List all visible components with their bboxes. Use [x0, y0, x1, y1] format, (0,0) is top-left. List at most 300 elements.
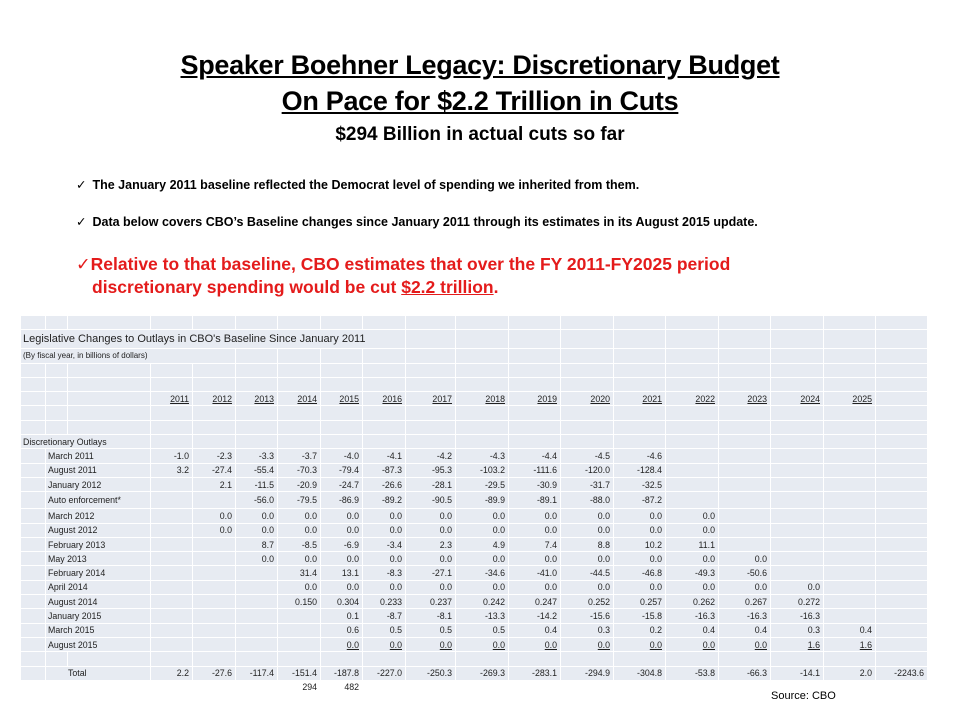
value: 0.237 [429, 596, 452, 607]
empty-cell [666, 652, 719, 666]
value: 0.0 [597, 639, 610, 650]
value-cell [278, 537, 321, 551]
empty-cell [509, 377, 561, 391]
value-cell [278, 595, 321, 609]
empty-cell [193, 377, 236, 391]
empty-cell [193, 363, 236, 377]
value-cell [719, 566, 771, 580]
empty-cell [509, 349, 561, 363]
empty-cell [666, 435, 719, 449]
empty-cell [151, 420, 193, 434]
value: 0.0 [261, 510, 274, 521]
empty-cell [278, 406, 321, 420]
total-value: -294.9 [561, 666, 614, 680]
empty-cell [406, 435, 456, 449]
subtotal-value: 482 [321, 680, 363, 694]
subtotal-value [614, 680, 666, 694]
empty-cell [509, 363, 561, 377]
empty-cell [509, 420, 561, 434]
value-cell [666, 595, 719, 609]
empty-cell [561, 435, 614, 449]
row-label: Auto enforcement* [46, 492, 151, 509]
value: -30.9 [536, 479, 557, 490]
empty-cell [236, 349, 278, 363]
empty-cell [406, 420, 456, 434]
value: 0.5 [389, 625, 402, 636]
empty-cell [719, 652, 771, 666]
empty-cell [824, 377, 876, 391]
empty-cell [456, 695, 509, 709]
value: -28.1 [431, 479, 452, 490]
empty-cell [278, 377, 321, 391]
empty-cell [68, 680, 151, 694]
value-cell [719, 637, 771, 651]
value-cell [456, 523, 509, 537]
source-label: Source: CBO [771, 690, 836, 702]
value-cell [193, 477, 236, 491]
value: 0.0 [261, 553, 274, 564]
value: 0.0 [649, 582, 662, 593]
value-cell [406, 552, 456, 566]
empty-cell [771, 652, 824, 666]
value: 0.0 [544, 582, 557, 593]
empty-cell [614, 377, 666, 391]
value: -3.7 [301, 451, 317, 462]
empty-cell [236, 652, 278, 666]
empty-cell [21, 392, 46, 406]
value-cell [614, 509, 666, 523]
empty-cell [509, 652, 561, 666]
value-cell [236, 463, 278, 477]
section-label: Discretionary Outlays [21, 435, 151, 449]
total-value: -151.4 [278, 666, 321, 680]
empty-cell [719, 695, 771, 709]
value-cell [321, 595, 363, 609]
empty-cell [614, 652, 666, 666]
empty-cell [719, 330, 771, 349]
value-cell [406, 609, 456, 623]
empty-cell [456, 406, 509, 420]
empty-cell [278, 435, 321, 449]
value-cell [151, 477, 193, 491]
value-cell [876, 492, 928, 509]
value: -20.9 [296, 479, 317, 490]
subtotal-value [876, 680, 928, 694]
value-cell [363, 449, 406, 463]
value: -89.1 [536, 495, 557, 506]
empty-cell [824, 349, 876, 363]
subtotal-value [456, 680, 509, 694]
empty-cell [321, 435, 363, 449]
total-value: -53.8 [666, 666, 719, 680]
empty-cell [278, 695, 321, 709]
value-cell [278, 580, 321, 594]
empty-cell [21, 595, 46, 609]
subtotal-value [509, 680, 561, 694]
value: 0.0 [439, 510, 452, 521]
value-cell [509, 492, 561, 509]
empty-cell [614, 349, 666, 363]
value-cell [824, 623, 876, 637]
value-cell [876, 595, 928, 609]
value: -87.3 [381, 465, 402, 476]
value-cell [876, 637, 928, 651]
row-label: March 2012 [46, 509, 151, 523]
year-header-row [21, 392, 928, 406]
empty-cell [68, 695, 151, 709]
value: 8.7 [261, 539, 274, 550]
value: 0.0 [389, 639, 402, 650]
value-cell [151, 509, 193, 523]
empty-cell [456, 363, 509, 377]
value-cell [561, 449, 614, 463]
value-cell [719, 523, 771, 537]
value: -4.1 [386, 451, 402, 462]
value-cell [363, 595, 406, 609]
value-cell [236, 523, 278, 537]
value-cell [278, 523, 321, 537]
empty-cell [236, 420, 278, 434]
value: 0.0 [649, 525, 662, 536]
value: 0.0 [389, 510, 402, 521]
empty-cell [363, 349, 406, 363]
empty-cell [561, 695, 614, 709]
value: -56.0 [253, 495, 274, 506]
empty-cell [236, 695, 278, 709]
empty-cell [876, 420, 928, 434]
value: 0.0 [346, 639, 359, 650]
value-cell [363, 637, 406, 651]
value: 0.0 [389, 582, 402, 593]
value-cell [509, 552, 561, 566]
value-cell [193, 463, 236, 477]
value: -120.0 [585, 465, 610, 476]
outlays-table [20, 315, 927, 693]
empty-cell [406, 377, 456, 391]
empty-cell [278, 349, 321, 363]
empty-cell [193, 695, 236, 709]
empty-cell [46, 680, 68, 694]
value: -49.3 [694, 568, 715, 579]
value-cell [321, 463, 363, 477]
value-cell [666, 449, 719, 463]
value: 0.0 [649, 553, 662, 564]
row-label: August 2012 [46, 523, 151, 537]
empty-cell [406, 695, 456, 709]
value-cell [193, 537, 236, 551]
table-row [21, 623, 928, 637]
value-cell [666, 609, 719, 623]
value-cell [824, 509, 876, 523]
value-cell [719, 623, 771, 637]
empty-cell [21, 449, 46, 463]
value: 0.3 [807, 625, 820, 636]
value: -4.4 [541, 451, 557, 462]
empty-cell [824, 435, 876, 449]
empty-cell [614, 363, 666, 377]
value-cell [456, 537, 509, 551]
value: -31.7 [589, 479, 610, 490]
empty-cell [406, 330, 456, 349]
value: 0.6 [346, 625, 359, 636]
empty-cell [719, 377, 771, 391]
value-cell [666, 523, 719, 537]
value: 0.0 [219, 525, 232, 536]
empty-cell [771, 406, 824, 420]
value: -88.0 [589, 495, 610, 506]
value: -16.3 [694, 610, 715, 621]
value-cell [824, 637, 876, 651]
empty-cell [876, 330, 928, 349]
value: 0.242 [482, 596, 505, 607]
year-header: 2012 [193, 392, 236, 406]
empty-cell [561, 406, 614, 420]
value-cell [456, 623, 509, 637]
value: 0.0 [544, 639, 557, 650]
empty-cell [21, 652, 46, 666]
value: 0.304 [336, 596, 359, 607]
value: -3.3 [258, 451, 274, 462]
value: 0.267 [744, 596, 767, 607]
empty-cell [363, 435, 406, 449]
value-cell [363, 463, 406, 477]
empty-cell [456, 330, 509, 349]
value: 0.0 [702, 510, 715, 521]
value: -26.6 [381, 479, 402, 490]
value: -86.9 [338, 495, 359, 506]
value-cell [236, 580, 278, 594]
empty-cell [824, 420, 876, 434]
value-cell [193, 595, 236, 609]
value: -128.4 [637, 465, 662, 476]
empty-cell [509, 435, 561, 449]
value: -8.5 [301, 539, 317, 550]
empty-cell [561, 377, 614, 391]
empty-cell [278, 316, 321, 330]
empty-cell [719, 316, 771, 330]
value: -41.0 [536, 568, 557, 579]
empty-cell [666, 377, 719, 391]
empty-cell [561, 420, 614, 434]
total-value: -187.8 [321, 666, 363, 680]
value-cell [278, 623, 321, 637]
value: 4.9 [492, 539, 505, 550]
spacer-row [21, 316, 928, 330]
empty-cell [406, 406, 456, 420]
total-label: Total [46, 666, 151, 680]
value-cell [193, 637, 236, 651]
value-cell [236, 477, 278, 491]
value: 0.0 [597, 553, 610, 564]
empty-cell [321, 406, 363, 420]
value: 0.233 [379, 596, 402, 607]
value: 0.4 [544, 625, 557, 636]
value-cell [719, 580, 771, 594]
total-value: 2.0 [824, 666, 876, 680]
empty-cell [193, 316, 236, 330]
empty-cell [561, 330, 614, 349]
value-cell [509, 537, 561, 551]
table-title-row [21, 330, 928, 349]
value-cell [666, 477, 719, 491]
empty-cell [456, 435, 509, 449]
value: 0.4 [859, 625, 872, 636]
value-cell [278, 477, 321, 491]
empty-cell [21, 509, 46, 523]
value-cell [363, 477, 406, 491]
value-cell [666, 537, 719, 551]
value: 0.0 [702, 639, 715, 650]
value-cell [151, 566, 193, 580]
value-cell [719, 449, 771, 463]
value-cell [561, 637, 614, 651]
empty-cell [21, 316, 46, 330]
value-cell [876, 477, 928, 491]
value-cell [876, 552, 928, 566]
value: 0.0 [649, 639, 662, 650]
value-cell [278, 637, 321, 651]
value-cell [561, 580, 614, 594]
value: 31.4 [299, 568, 317, 579]
value: 0.0 [346, 525, 359, 536]
section-row [21, 435, 928, 449]
empty-cell [876, 377, 928, 391]
empty-cell [236, 377, 278, 391]
empty-cell [21, 552, 46, 566]
empty-cell [666, 406, 719, 420]
value-cell [236, 566, 278, 580]
value: -89.2 [381, 495, 402, 506]
value-cell [363, 492, 406, 509]
check-icon: ✓ [76, 254, 91, 274]
value-cell [771, 463, 824, 477]
table-row [21, 492, 928, 509]
empty-cell [456, 349, 509, 363]
value-cell [456, 552, 509, 566]
empty-cell [46, 652, 68, 666]
value-cell [278, 566, 321, 580]
empty-cell [46, 695, 68, 709]
value-cell [771, 492, 824, 509]
empty-cell [406, 363, 456, 377]
value-cell [824, 523, 876, 537]
table-row [21, 523, 928, 537]
row-label: March 2015 [46, 623, 151, 637]
value-cell [509, 463, 561, 477]
value-cell [151, 552, 193, 566]
value-cell [509, 566, 561, 580]
total-value: -117.4 [236, 666, 278, 680]
value-cell [236, 623, 278, 637]
value: 13.1 [341, 568, 359, 579]
value: 10.2 [644, 539, 662, 550]
value-cell [614, 492, 666, 509]
value: -46.8 [641, 568, 662, 579]
empty-cell [876, 392, 928, 406]
value-cell [278, 449, 321, 463]
empty-cell [21, 609, 46, 623]
value-cell [363, 509, 406, 523]
value-cell [321, 552, 363, 566]
value-cell [278, 509, 321, 523]
subtotal-value [719, 680, 771, 694]
value: 0.0 [649, 510, 662, 521]
empty-cell [666, 316, 719, 330]
value-cell [666, 637, 719, 651]
value: 0.0 [346, 553, 359, 564]
value: 0.0 [304, 553, 317, 564]
empty-cell [509, 316, 561, 330]
empty-cell [876, 316, 928, 330]
value-cell [509, 609, 561, 623]
empty-cell [21, 363, 46, 377]
value: 11.1 [698, 539, 715, 550]
value-cell [561, 609, 614, 623]
value-cell [236, 595, 278, 609]
value: 0.0 [439, 639, 452, 650]
empty-cell [363, 406, 406, 420]
highlight-text-2: discretionary spending would be cut [92, 277, 402, 297]
value: -4.2 [436, 451, 452, 462]
total-value: 2.2 [151, 666, 193, 680]
empty-cell [876, 652, 928, 666]
value-cell [193, 609, 236, 623]
empty-cell [68, 652, 151, 666]
value: -27.1 [431, 568, 452, 579]
value: -70.3 [296, 465, 317, 476]
value-cell [824, 477, 876, 491]
empty-cell [21, 623, 46, 637]
empty-cell [68, 392, 151, 406]
value-cell [278, 609, 321, 623]
empty-cell [561, 363, 614, 377]
spacer-row [21, 363, 928, 377]
row-label: February 2014 [46, 566, 151, 580]
empty-cell [614, 406, 666, 420]
value-cell [236, 492, 278, 509]
value-cell [876, 623, 928, 637]
value-cell [278, 463, 321, 477]
bullet-text: Data below covers CBO’s Baseline changes since January 2011 through its estimates in its August 2015 update. [92, 215, 758, 229]
table-title: Legislative Changes to Outlays in CBO's Baseline Since January 2011 [21, 330, 406, 349]
empty-cell [278, 363, 321, 377]
highlight-end: . [493, 277, 499, 297]
value-cell [561, 477, 614, 491]
empty-cell [321, 377, 363, 391]
empty-cell [614, 435, 666, 449]
value: -15.8 [641, 610, 662, 621]
value-cell [561, 566, 614, 580]
empty-cell [561, 349, 614, 363]
value: 0.262 [692, 596, 715, 607]
empty-cell [321, 349, 363, 363]
highlight-amount: $2.2 trillion [401, 277, 494, 297]
empty-cell [456, 316, 509, 330]
empty-cell [363, 316, 406, 330]
bullet-baseline [76, 177, 639, 192]
empty-cell [321, 316, 363, 330]
value-cell [363, 609, 406, 623]
value: 0.0 [304, 582, 317, 593]
empty-cell [456, 420, 509, 434]
value-cell [321, 566, 363, 580]
empty-cell [666, 349, 719, 363]
value: 0.2 [649, 625, 662, 636]
value-cell [193, 449, 236, 463]
value: -79.4 [338, 465, 359, 476]
empty-cell [771, 420, 824, 434]
empty-cell [151, 695, 193, 709]
